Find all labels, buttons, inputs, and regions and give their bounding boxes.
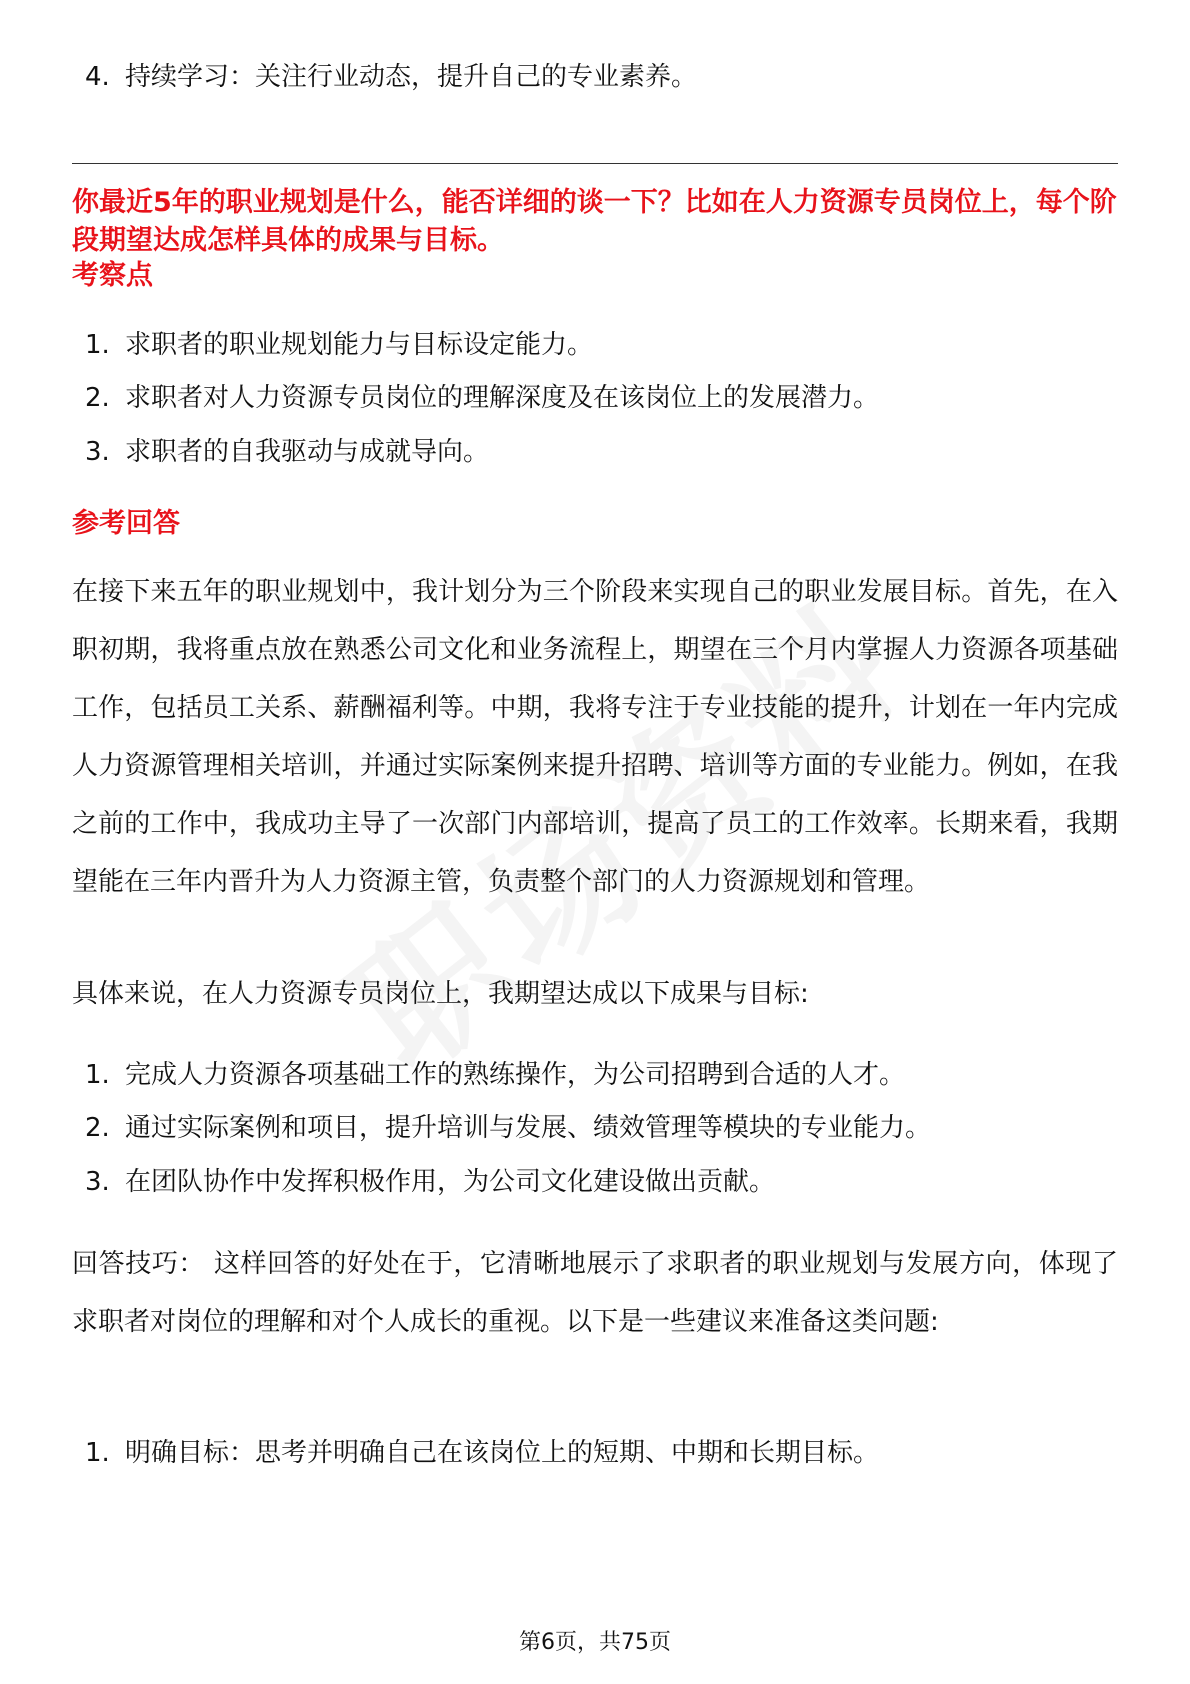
divider <box>72 163 1118 164</box>
list-item <box>85 327 1105 363</box>
answer-tips-paragraph: 回答技巧： 这样回答的好处在于，它清晰地展示了求职者的职业规划与发展方向，体现了求职者对岗位的理解和对个人成长的重视。以下是一些建议来准备这类问题: <box>72 1249 1118 1337</box>
list-item <box>85 1164 1105 1200</box>
list-text: 在团队协作中发挥积极作用，为公司文化建设做出贡献。 <box>125 1167 776 1197</box>
list-text: 求职者的职业规划能力与目标设定能力。 <box>125 330 594 360</box>
list-number: 1. <box>85 330 110 360</box>
list-text: 通过实际案例和项目，提升培训与发展、绩效管理等模块的专业能力。 <box>125 1113 932 1143</box>
section-title-reference-answer: 参考回答 <box>72 508 180 539</box>
question-heading: 你最近5年的职业规划是什么，能否详细的谈一下？比如在人力资源专员岗位上，每个阶段期望达成怎样具体的成果与目标。 <box>72 187 1117 256</box>
list-item <box>85 434 1105 470</box>
list-item <box>85 1110 1105 1146</box>
list-text: 求职者的自我驱动与成就导向。 <box>125 437 490 467</box>
list-text: 明确目标：思考并明确自己在该岗位上的短期、中期和长期目标。 <box>125 1438 880 1468</box>
answer-paragraph: 在接下来五年的职业规划中，我计划分为三个阶段来实现自己的职业发展目标。首先，在入职初期，我将重点放在熟悉公司文化和业务流程上，期望在三个月内掌握人力资源各项基础工作，包括员工关系、薪酬福利等。中期，我将专注于专业技能的提升，计划在一年内完成人力资源管理相关培训，并通过实际案例来提升招聘、培训等方面的专业能力。例如，在我之前的工作中，我成功主导了一次部门内部培训，提高了员工的工作效率。长期来看，我期望能在三年内晋升为人力资源主管，负责整个部门的人力资源规划和管理。 <box>72 577 1118 897</box>
list-item <box>85 1435 1105 1471</box>
list-number: 2. <box>85 1113 110 1143</box>
list-text: 完成人力资源各项基础工作的熟练操作，为公司招聘到合适的人才。 <box>125 1060 906 1090</box>
list-number: 1. <box>85 1060 110 1090</box>
list-item <box>85 380 1105 416</box>
list-number: 4. <box>85 62 110 92</box>
page-footer: 第6页，共75页 <box>519 1630 671 1655</box>
list-text: 持续学习：关注行业动态，提升自己的专业素养。 <box>125 62 698 92</box>
list-number: 2. <box>85 383 110 413</box>
list-number: 1. <box>85 1438 110 1468</box>
list-item <box>85 59 1105 95</box>
list-text: 求职者对人力资源专员岗位的理解深度及在该岗位上的发展潜力。 <box>125 383 880 413</box>
list-number: 3. <box>85 437 110 467</box>
list-number: 3. <box>85 1167 110 1197</box>
section-title-exam-points: 考察点 <box>72 260 153 291</box>
answer-paragraph: 具体来说，在人力资源专员岗位上，我期望达成以下成果与目标: <box>72 979 809 1009</box>
list-item <box>85 1057 1105 1093</box>
